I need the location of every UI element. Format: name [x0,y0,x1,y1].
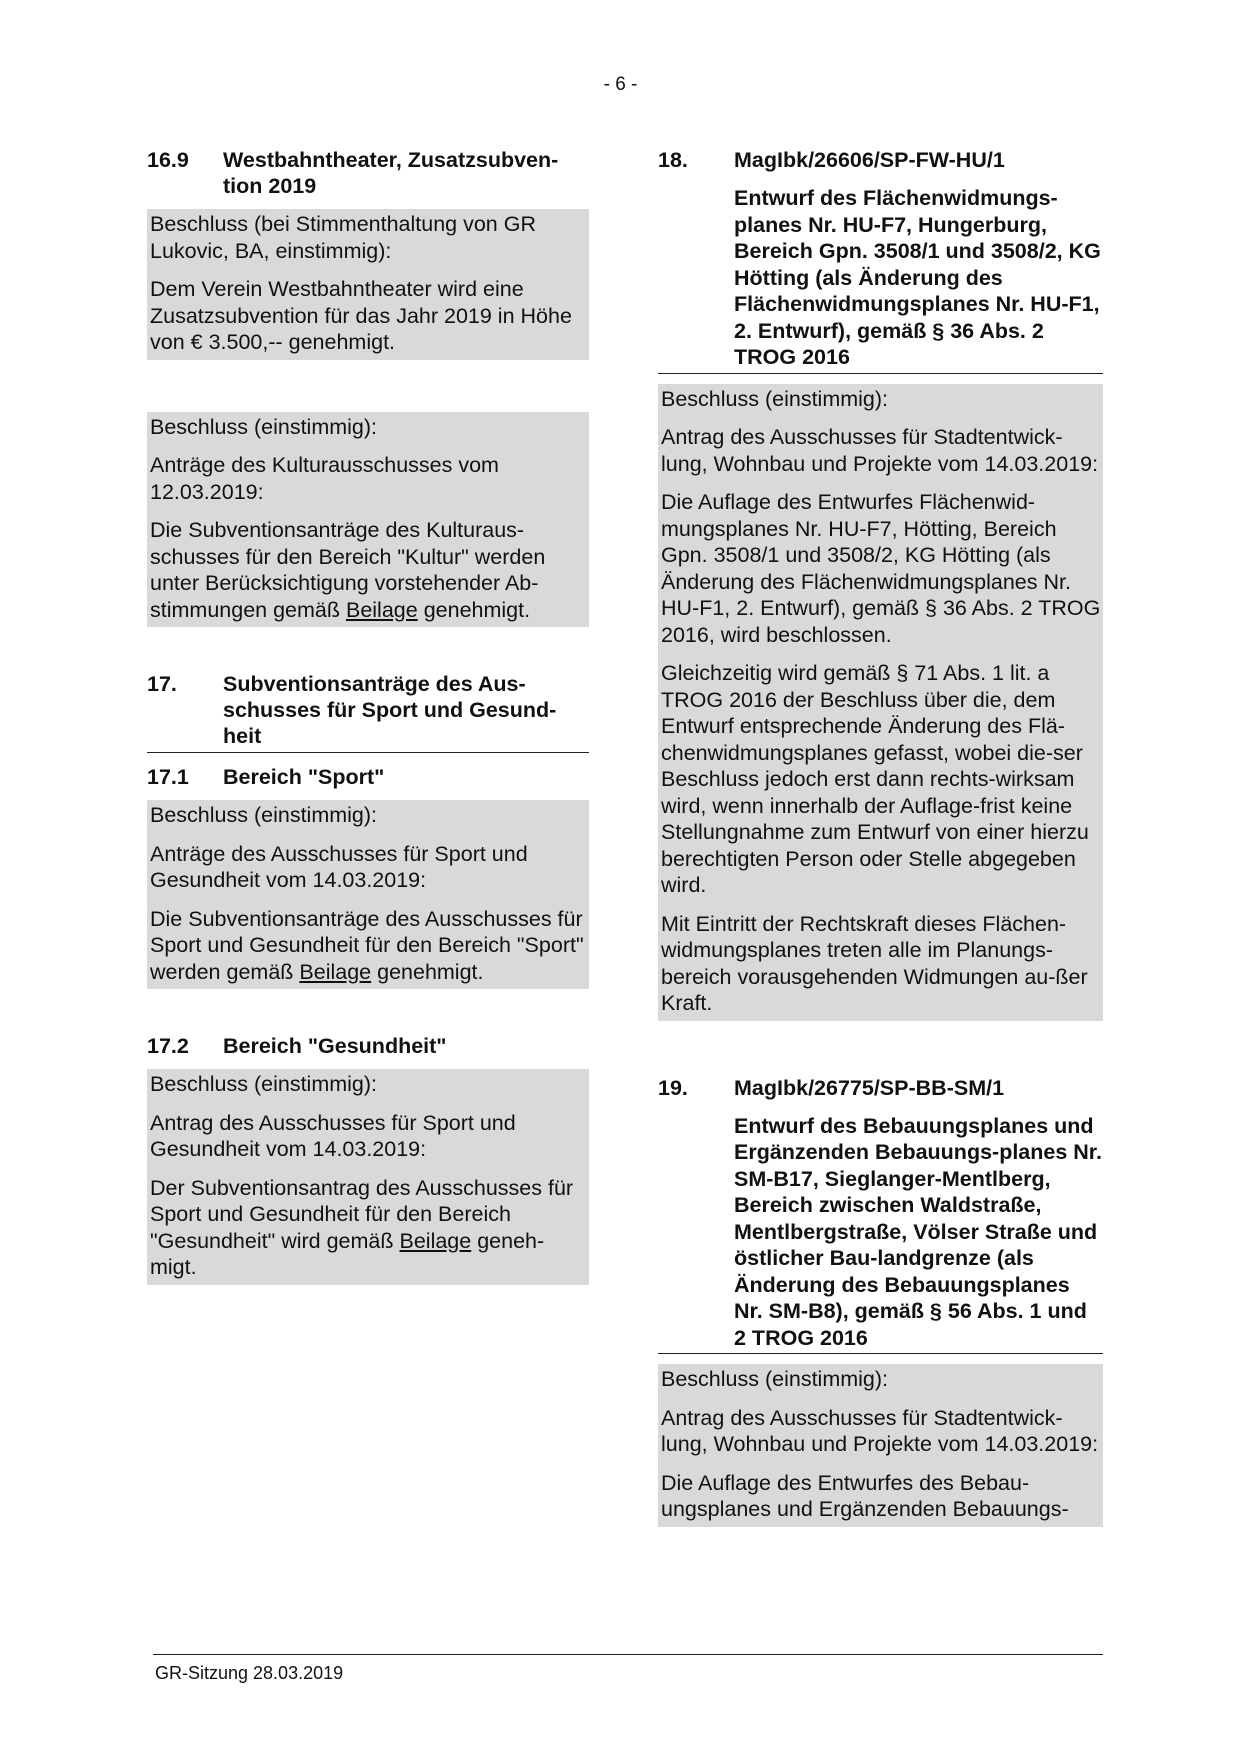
heading-18-block [658,147,1103,374]
motion-text: Anträge des Kulturausschusses vom 12.03.2019: [150,453,499,504]
page-number: - 6 - [603,74,638,95]
motion-text: Antrag des Ausschusses für Stadtentwick-lung, Wohnbau und Projekte vom 14.03.2019: [661,1405,1099,1456]
file-code: MagIbk/26606/SP-FW-HU/1 [734,148,1005,172]
section-title: Bereich "Gesundheit" [223,1034,447,1058]
resolution-box-17-2 [147,1069,589,1285]
beilage-link[interactable]: Beilage [399,1228,472,1253]
section-number: 17.1 [147,765,189,789]
motion-text: Antrag des Ausschusses für Stadtentwick-lung, Wohnbau und Projekte vom 14.03.2019: [661,425,1099,476]
heading-17-2 [147,1033,589,1059]
section-number: 16.9 [147,148,189,172]
resolution-text: Gleichzeitig wird gemäß § 71 Abs. 1 lit. a TROG 2016 der Beschluss über die, dem Entwurf entsprechende Änderung des Flä-chenwidmungsplanes gefasst, wobei die-ser Beschluss jedoch erst dann rechts-wirksam wird, wenn innerhalb der Auflage-frist keine Stellungnahme zum Entwurf von einer hierzu berechtigten Person oder Stelle abgegeben wird. [661,661,1089,897]
section-title: Subventionsanträge des Aus-schusses für Sport und Gesund-heit [223,672,557,748]
beilage-link[interactable]: Beilage [299,959,372,984]
section-subtitle: Entwurf des Bebauungsplanes und Ergänzenden Bebauungs-planes Nr. SM-B17, Sieglanger-Mentlberg, Bereich zwischen Waldstraße, Mentlbergstraße, Völser Straße und östlicher Bau-landgrenze (als Änderung des Bebauungsplanes Nr. SM-B8), gemäß § 56 Abs. 1 und 2 TROG 2016 [734,1113,1102,1350]
resolution-label: Beschluss (einstimmig): [150,1072,377,1096]
heading-19 [658,1075,1103,1101]
footer-text: GR-Sitzung 28.03.2019 [155,1663,344,1683]
resolution-text: Der Subventionsantrag des Ausschusses für Sport und Gesundheit für den Bereich "Gesundheit" wird gemäß Beilage geneh-migt. [150,1175,574,1279]
resolution-box-17-1 [147,800,589,989]
resolution-text: Die Auflage des Entwurfes Flächenwid-mungsplanes Nr. HU-F7, Hötting, Bereich Gpn. 3508/1 und 3508/2, KG Hötting (als Änderung des Flächenwidmungsplanes Nr. HU-F1, 2. Entwurf), gemäß § 36 Abs. 2 TROG 2016, wird beschlossen. [661,490,1101,647]
heading-19-block [658,1075,1103,1355]
resolution-label: Beschluss (einstimmig): [150,803,377,827]
left-column [147,147,589,1285]
section-number: 17.2 [147,1034,189,1058]
section-number: 19. [658,1075,688,1100]
heading-16-9 [147,147,589,199]
resolution-box-kultur [147,412,589,628]
heading-18 [658,147,1103,173]
resolution-label: Beschluss (bei Stimmenthaltung von GR Lukovic, BA, einstimmig): [150,212,536,263]
motion-text: Anträge des Ausschusses für Sport und Gesundheit vom 14.03.2019: [150,841,528,892]
resolution-text: Die Subventionsanträge des Ausschusses für Sport und Gesundheit für den Bereich "Sport" werden gemäß Beilage genehmigt. [150,906,584,984]
section-title: Westbahntheater, Zusatzsubven-tion 2019 [223,148,559,198]
footer-divider [153,1654,1103,1655]
right-column [658,147,1103,1527]
section-number: 17. [147,672,177,696]
file-code: MagIbk/26775/SP-BB-SM/1 [734,1075,1005,1100]
resolution-label: Beschluss (einstimmig): [150,414,377,439]
resolution-label: Beschluss (einstimmig): [661,386,888,411]
resolution-box-19 [658,1364,1103,1527]
section-number: 18. [658,148,688,172]
resolution-box-18 [658,384,1103,1021]
heading-17-1 [147,764,589,790]
heading-17 [147,671,589,753]
resolution-text: Die Subventionsanträge des Kulturaus-schusses für den Bereich "Kultur" werden unter Berücksichtigung vorstehender Ab-stimmungen gemäß Beilage genehmigt. [150,518,546,622]
section-subtitle: Entwurf des Flächenwidmungs-planes Nr. HU-F7, Hungerburg, Bereich Gpn. 3508/1 und 3508/2, KG Hötting (als Änderung des Flächenwidmungsplanes Nr. HU-F1, 2. Entwurf), gemäß § 36 Abs. 2 TROG 2016 [734,186,1101,369]
resolution-box-16-9 [147,209,589,360]
resolution-text: Die Auflage des Entwurfes des Bebau-ungsplanes und Ergänzenden Bebauungs- [661,1470,1069,1521]
resolution-text: Dem Verein Westbahntheater wird eine Zusatzsubvention für das Jahr 2019 in Höhe von € 3.500,-- genehmigt. [150,277,572,354]
resolution-label: Beschluss (einstimmig): [661,1367,888,1391]
beilage-link[interactable]: Beilage [345,597,418,622]
resolution-text: Mit Eintritt der Rechtskraft dieses Flächen-widmungsplanes treten alle im Planungs-bereich vorausgehenden Widmungen au-ßer Kraft. [661,911,1088,1015]
section-title: Bereich "Sport" [223,765,385,789]
motion-text: Antrag des Ausschusses für Sport und Gesundheit vom 14.03.2019: [150,1110,516,1161]
